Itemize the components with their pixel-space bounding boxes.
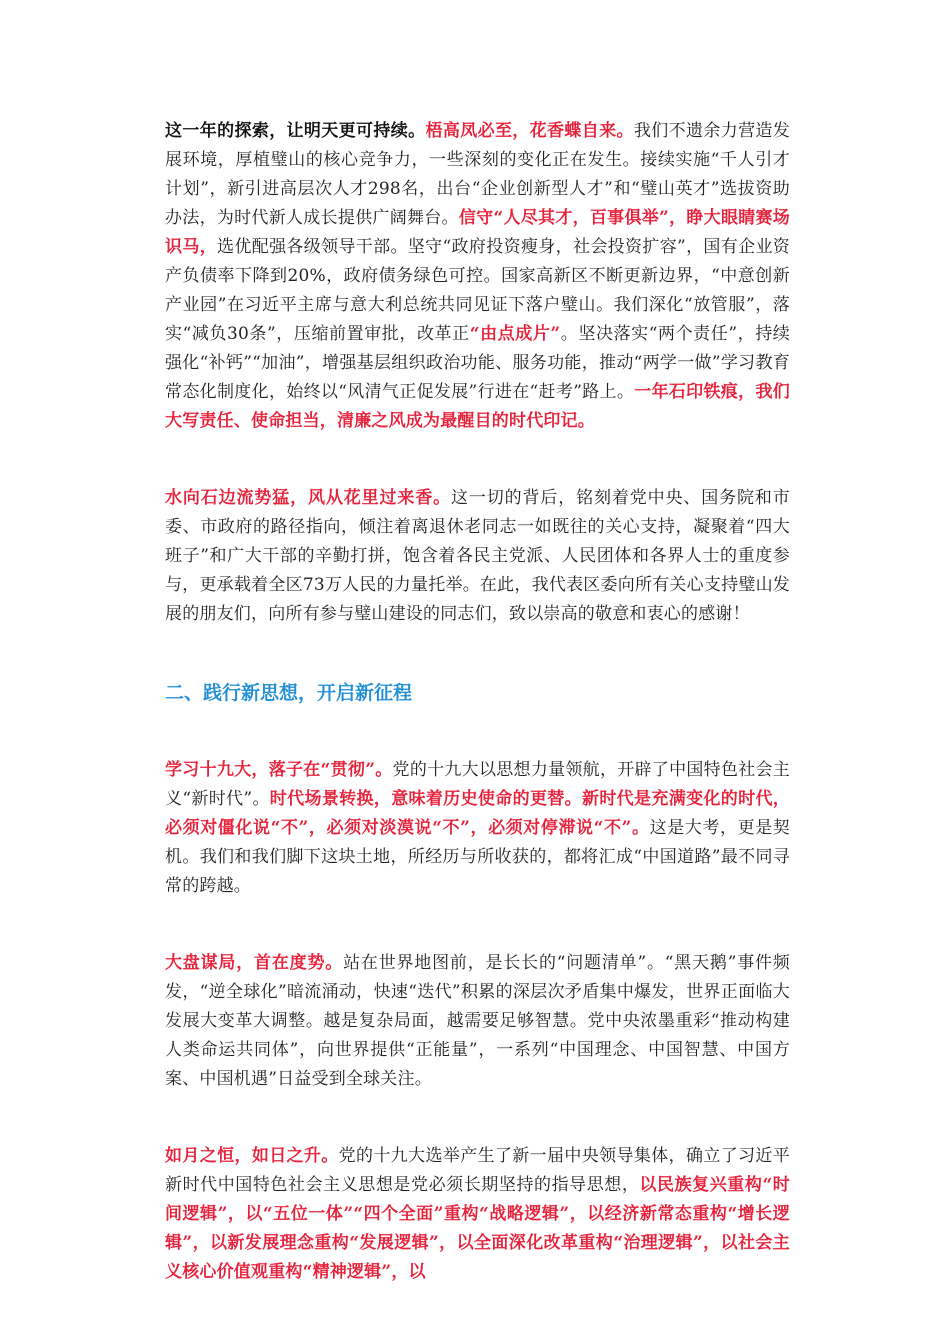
lead-sentence: 这一年的探索，让明天更可持续。 <box>165 121 426 141</box>
body-text: 我们不遗余力营造发展环境，厚植璧山的核心竞争力，一些深刻的变化正在发生。接续实施“千人引才计划”，新引进高层次人才298名，出台“企业创新型人才”和“璧山英才”选拔资助办法，为时代新人成长提供广阔舞台。 <box>165 121 790 228</box>
highlight-phrase: 时代场景转换，意味着历史使命的更替。新时代是充满变化的时代，必须对僵化说“不”，必须对淡漠说“不”，必须对停滞说“不”。 <box>165 789 790 838</box>
body-text: 选优配强各级领导干部。坚守“政府投资瘦身，社会投资扩容”，国有企业资产负债率下降到20%，政府债务绿色可控。国家高新区不断更新边界，“中意创新产业园”在习近平主席与意大利总统共同见证下落户璧山。我们深化“放管服”，落实“减负30条”，压缩前置审批，改革正 <box>165 237 790 344</box>
lead-sentence: 大盘谋局，首在度势。 <box>165 953 344 973</box>
lead-sentence: 如月之恒，如日之升。 <box>165 1146 339 1166</box>
document-page <box>165 117 790 1287</box>
body-text: 。坚决落实“两个责任”，持续强化“补钙”“加油”，增强基层组织政治功能、服务功能，推动“两学一做”学习教育常态化制度化，始终以“风清气正促发展”行进在“赶考”路上。 <box>165 324 790 402</box>
body-text: 党的十九大以思想力量领航，开辟了中国特色社会主义“新时代”。 <box>165 760 790 809</box>
section-heading: 二、践行新思想，开启新征程 <box>165 682 413 704</box>
paragraph-global-situation <box>165 949 790 1094</box>
body-text: 党的十九大选举产生了新一届中央领导集体，确立了习近平新时代中国特色社会主义思想是党必须长期坚持的指导思想， <box>165 1146 790 1195</box>
lead-sentence: 水向石边流势猛，风从花里过来香。 <box>165 488 452 508</box>
paragraph-nineteenth-congress <box>165 756 790 901</box>
paragraph-new-leadership <box>165 1142 790 1287</box>
highlight-phrase: 以民族复兴重构“时间逻辑”，以“五位一体”“四个全面”重构“战略逻辑”，以经济新常态重构“增长逻辑”，以新发展理念重构“发展逻辑”，以全面深化改革重构“治理逻辑”，以社会主义核心价值观重构“精神逻辑”，以 <box>165 1175 791 1282</box>
highlight-phrase: 梧高凤必至，花香蝶自来。 <box>425 121 634 141</box>
lead-sentence: 学习十九大，落子在“贯彻”。 <box>165 760 393 780</box>
highlight-phrase: “由点成片” <box>469 324 561 344</box>
body-text: 站在世界地图前，是长长的“问题清单”。“黑天鹅”事件频发，“逆全球化”暗流涌动，快速“迭代”积累的深层次矛盾集中爆发，世界正面临大发展大变革大调整。越是复杂局面，越需要足够智慧。党中央浓墨重彩“推动构建人类命运共同体”，向世界提供“正能量”，一系列“中国理念、中国智慧、中国方案、中国机遇”日益受到全球关注。 <box>165 953 791 1089</box>
body-text: 这是大考，更是契机。我们和我们脚下这块土地，所经历与所收获的，都将汇成“中国道路”最不同寻常的跨越。 <box>165 818 790 896</box>
body-text: 这一切的背后，铭刻着党中央、国务院和市委、市政府的路径指向，倾注着离退休老同志一如既往的关心支持，凝聚着“四大班子”和广大干部的辛勤打拼，饱含着各民主党派、人民团体和各界人士的重度参与，更承载着全区73万人民的力量托举。在此，我代表区委向所有关心支持璧山发展的朋友们，向所有参与璧山建设的同志们，致以崇高的敬意和衷心的感谢！ <box>165 488 790 624</box>
paragraph-gratitude <box>165 484 790 629</box>
highlight-phrase: 信守“人尽其才，百事俱举”，睁大眼睛赛场识马， <box>165 208 790 257</box>
paragraph-exploration <box>165 117 790 436</box>
highlight-phrase: 一年石印铁痕，我们大写责任、使命担当，清廉之风成为最醒目的时代印记。 <box>165 382 790 431</box>
